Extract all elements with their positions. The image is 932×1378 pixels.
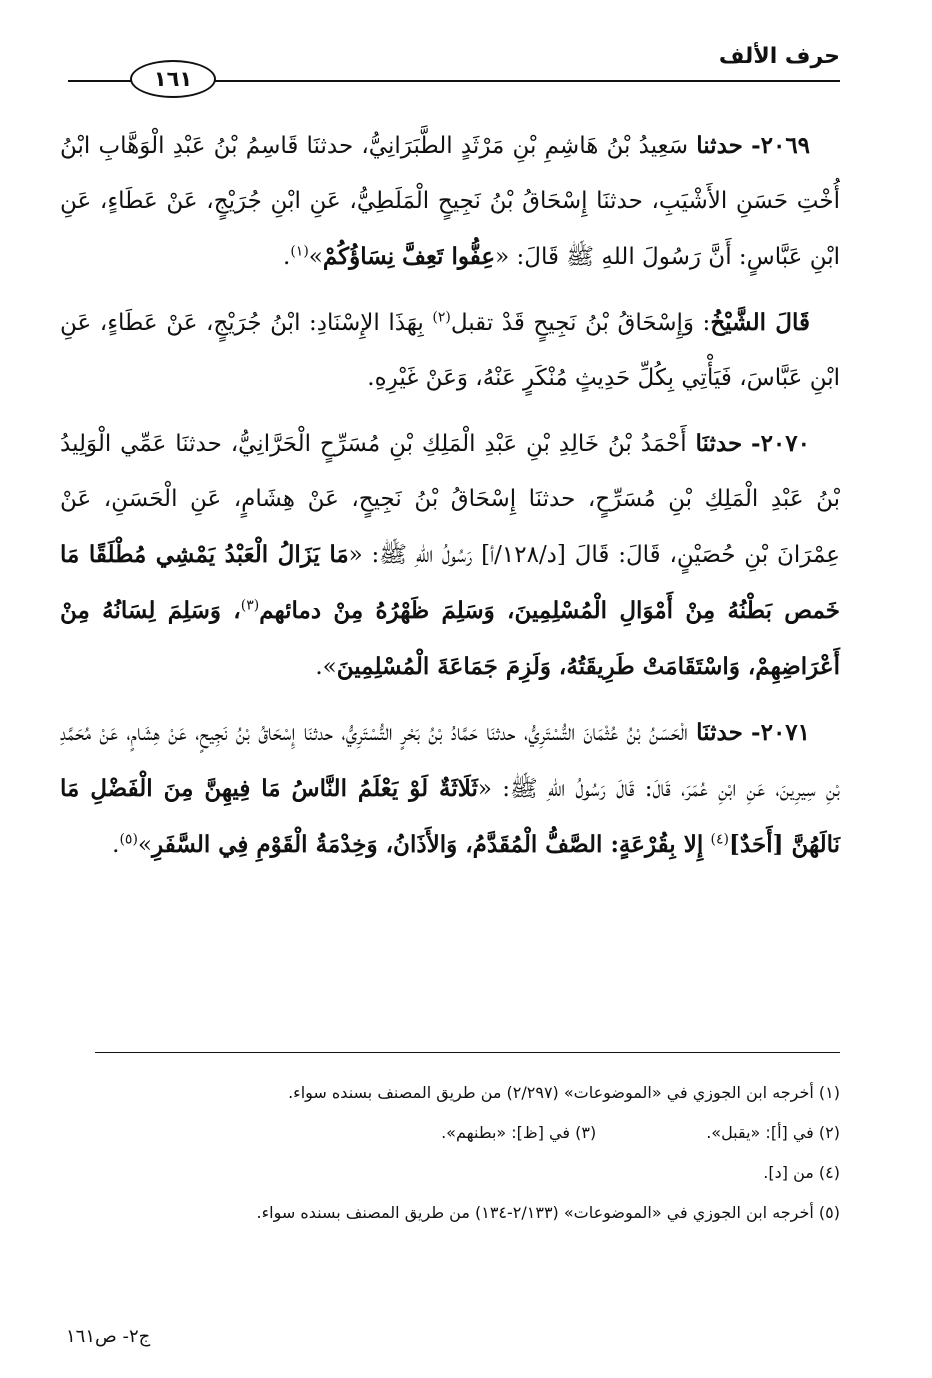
- matn: إِلا بِقُرْعَةٍ: الصَّفُّ الْمُقَدَّمُ، وَالأَذَانُ، وَخِدْمَةُ الْقَوْمِ فِي السَّفَرِ: [152, 831, 704, 858]
- page-reference: ج٢- ص١٦١: [66, 1326, 151, 1347]
- narration-keyword: حدثنَا: [696, 719, 743, 746]
- footnote-2: (٢) في [أ]: «يقبل».: [706, 1123, 840, 1142]
- footnote-rule: [95, 1052, 840, 1053]
- narration-keyword: حدثنَا: [695, 430, 743, 457]
- footnote-ref: (١): [290, 243, 309, 260]
- footnote-1: (١) أخرجه ابن الجوزي في «الموضوعات» (٢/٢٩٧) من طريق المصنف بسنده سواء.: [288, 1083, 840, 1102]
- matn: ، وَسَلِمَ لِسَانُهُ مِنْ أَعْرَاضِهِمْ، وَاسْتَقَامَتْ طَرِيقَتُهُ، وَلَزِمَ جَمَاعَةَ الْمُسْلِمِينَ: [60, 597, 840, 680]
- isnad: أَحْمَدُ بْنُ خَالِدِ بْنِ عَبْدِ الْمَلِكِ بْنِ مُسَرِّحٍ الْحَرَّانِيُّ، حدثنَا عَمِّي الْوَلِيدُ بْنُ عَبْدِ الْمَلِكِ بْنِ مُسَرِّحٍ، حدثنَا إِسْحَاقُ بْنُ نَجِيحٍ، عَنْ هِشَامٍ، عَنِ الْحَسَنِ، عَنْ عِمْرَانَ بْنِ حُصَيْنٍ، قَالَ: قَالَ [د/١٢٨/أ] رَسُولُ اللهِ ﷺ: «: [60, 431, 840, 568]
- footnote-3: (٣) في [ظ]: «بطنهم».: [441, 1123, 597, 1142]
- end-mark: .: [112, 832, 120, 858]
- matn: عِفُّوا تَعِفَّ نِسَاؤُكُمْ: [322, 243, 496, 270]
- footnote-row: [96, 1118, 840, 1148]
- note-text: بِهَذَا الإِسْنَادِ: ابْنُ جُرَيْجٍ، عَنْ عَطَاءٍ، عَنِ ابْنِ عَبَّاسَ، فَيَأْتِي بِكُلِّ حَدِيثٍ مُنْكَرٍ عَنْهُ، وَعَنْ غَيْرِهِ.: [60, 310, 840, 391]
- main-text: [60, 118, 840, 883]
- end-mark: .: [283, 244, 291, 270]
- footnote-ref: (٥): [119, 831, 138, 848]
- footnote-ref: (٤): [710, 831, 730, 848]
- matn: ثَلَاثَةٌ لَوْ يَعْلَمُ النَّاسُ مَا فِيهِنَّ مِنَ الْفَضْلِ مَا نَالَهُنَّ [أَحَدٌ]: [60, 775, 840, 858]
- sheikh-label: قَالَ الشَّيْخُ: [710, 309, 810, 336]
- narration-keyword: حدثنا: [696, 132, 743, 159]
- quote-close: »: [137, 832, 152, 858]
- hadith-2070: [60, 416, 840, 695]
- page-header: [68, 40, 840, 110]
- hadith-2071: [60, 705, 840, 873]
- hadith-2069: [60, 118, 840, 285]
- sheikh-note: [60, 295, 840, 406]
- isnad: سَعِيدُ بْنُ هَاشِمِ بْنِ مَرْثَدٍ الطَّبَرَانِيُّ، حدثنَا قَاسِمُ بْنُ عَبْدِ الْوَهَّابِ ابْنُ أُخْتِ حَسَنِ الأَشْيَبِ، حدثنَا إِسْحَاقُ بْنُ نَجِيحٍ الْمَلَطِيُّ، عَنِ ابْنِ جُرَيْجٍ، عَنْ عَطَاءٍ، عَنِ ابْنِ عَبَّاسٍ: أَنَّ رَسُولَ اللهِ ﷺ قَالَ: «: [60, 133, 840, 270]
- footnote-5: (٥) أخرجه ابن الجوزي في «الموضوعات» (٢/١٣٣-١٣٤) من طريق المصنف بسنده سواء.: [256, 1203, 840, 1222]
- footnote-4: (٤) من [د].: [763, 1163, 840, 1182]
- page-number: ١٦١: [130, 60, 216, 98]
- running-title: حرف الألف: [718, 44, 840, 69]
- note-text: : وَإِسْحَاقُ بْنُ نَجِيحٍ قَدْ تقبل: [450, 310, 711, 336]
- hadith-number: ٢٠٦٩-: [751, 132, 811, 159]
- footnote-ref: (٢): [432, 309, 451, 326]
- matn: مَا يَزَالُ الْعَبْدُ يَمْشِي مُطْلَقًا مَا خَمص بَطْنُهُ مِنْ أَمْوَالِ الْمُسْلِمِينَ، وَسَلِمَ ظَهْرُهُ مِنْ دمائهم: [60, 541, 840, 624]
- footnote-ref: (٣): [240, 597, 260, 614]
- quote-close: »: [308, 244, 323, 270]
- hadith-number: ٢٠٧٠-: [751, 430, 810, 457]
- hadith-number: ٢٠٧١-: [751, 719, 811, 746]
- isnad: الْحَسَنُ بْنُ عُثْمَانَ التُّسْتَرِيُّ، حدثنَا حَمَّادُ بْنُ بَحْرٍ التُّسْتَرِيُّ، حدثنَا إِسْحَاقُ بْنُ نَجِيحٍ، عَنْ هِشَامٍ، عَنْ مُحَمَّدِ بْنِ سِيرِينَ، عَنِ ابْنِ عُمَرَ، قَالَ: قَالَ رَسُولُ اللهِ ﷺ: «: [60, 720, 841, 802]
- footnotes: [96, 1078, 840, 1238]
- quote-close: ».: [315, 654, 337, 680]
